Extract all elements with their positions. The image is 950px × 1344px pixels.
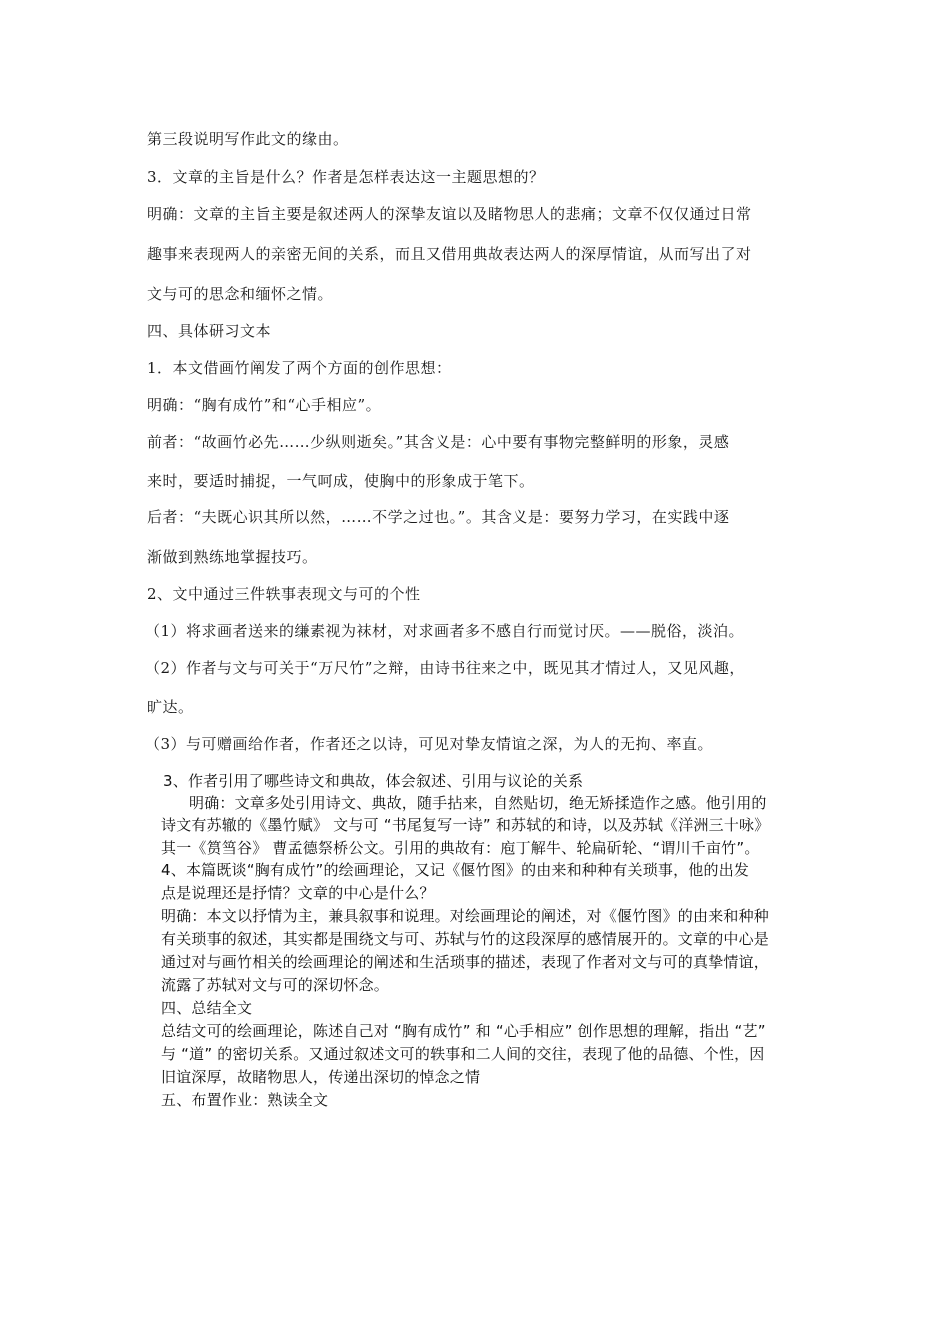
question-heading: 4、本篇既谈“胸有成竹”的绘画理论，又记《偃竹图》的由来和种种有关琐事，他的出发 [161,861,750,879]
question-heading: 1．本文借画竹阐发了两个方面的创作思想： [147,359,452,377]
paragraph-line: 趣事来表现两人的亲密无间的关系，而且又借用典故表达两人的深厚情谊，从而写出了对 [147,245,752,263]
paragraph-line: 旧谊深厚，故睹物思人，传递出深切的悼念之情 [161,1068,481,1086]
list-item: （1）将求画者送来的缣素视为袜材，对求画者多不感自行而觉讨厌。——脱俗，淡泊。 [145,622,745,640]
list-item: （3）与可赠画给作者，作者还之以诗，可见对挚友情谊之深，为人的无拘、率直。 [145,735,714,753]
question-heading: 2、文中通过三件轶事表现文与可的个性 [147,585,421,603]
paragraph-line: 有关琐事的叙述，其实都是围绕文与可、苏轼与竹的这段深厚的感情展开的。文章的中心是 [161,930,770,948]
paragraph-line: 其一《筼筜谷》 曹孟德祭桥公文。引用的典故有：庖丁解牛、轮扁斫轮、“谓川千亩竹”。 [161,839,760,857]
paragraph-line: 来时，要适时捕捉，一气呵成，使胸中的形象成于笔下。 [147,472,535,490]
question-heading: 3．文章的主旨是什么？作者是怎样表达这一主题思想的？ [147,168,545,186]
question-heading: 3、作者引用了哪些诗文和典故，体会叙述、引用与议论的关系 [163,772,584,790]
section-heading: 四、总结全文 [161,999,253,1017]
paragraph-line: 明确：文章多处引用诗文、典故，随手拈来，自然贴切，绝无矫揉造作之感。他引用的 [189,794,767,812]
paragraph-line: 明确：本文以抒情为主，兼具叙事和说理。对绘画理论的阐述，对《偃竹图》的由来和种种 [161,907,770,925]
paragraph-line: 明确：文章的主旨主要是叙述两人的深挚友谊以及睹物思人的悲痛；文章不仅仅通过日常 [147,205,752,223]
paragraph-line: 旷达。 [147,698,194,716]
list-item: （2）作者与文与可关于“万尺竹”之辩，由诗书往来之中，既见其才情过人，又见风趣， [145,659,745,677]
paragraph-line: 点是说理还是抒情？文章的中心是什么？ [161,884,435,902]
section-heading: 五、布置作业：熟读全文 [161,1091,329,1109]
paragraph-line: 通过对与画竹相关的绘画理论的阐述和生活琐事的描述，表现了作者对文与可的真挚情谊， [161,953,770,971]
paragraph-line: 流露了苏轼对文与可的深切怀念。 [161,976,390,994]
paragraph-line: 诗文有苏辙的《墨竹赋》 文与可 “书尾复写一诗” 和苏轼的和诗，以及苏轼《洋洲三十咏》 [161,816,770,834]
paragraph-line: 总结文可的绘画理论，陈述自己对 “胸有成竹” 和 “心手相应” 创作思想的理解，指出 “艺” [161,1022,766,1040]
paragraph-line: 文与可的思念和缅怀之情。 [147,285,334,303]
paragraph-line: 后者：“夫既心识其所以然，……不学之过也。”。其含义是：要努力学习，在实践中逐 [147,508,730,526]
paragraph-line: 与 “道” 的密切关系。又通过叙述文可的轶事和二人间的交往，表现了他的品德、个性，因 [161,1045,765,1063]
paragraph-line: 明确：“胸有成竹”和“心手相应”。 [147,396,382,414]
paragraph-line: 前者：“故画竹必先……少纵则逝矣。”其含义是：心中要有事物完整鲜明的形象，灵感 [147,433,730,451]
paragraph-line: 渐做到熟练地掌握技巧。 [147,548,318,566]
paragraph-line: 第三段说明写作此文的缘由。 [147,130,349,148]
section-heading: 四、具体研习文本 [147,322,272,340]
